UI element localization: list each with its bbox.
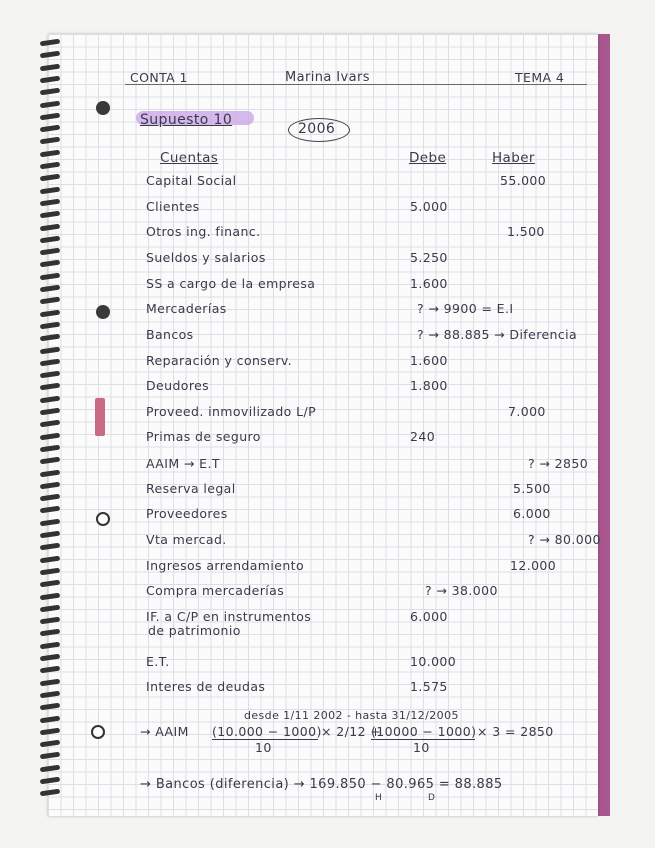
spiral-ring — [40, 740, 61, 748]
account-name: Proveedores — [146, 506, 228, 521]
spiral-ring — [40, 248, 61, 256]
account-name: Reparación y conserv. — [146, 353, 293, 368]
debe-amount: 1.600 — [410, 276, 448, 291]
account-name: Clientes — [146, 199, 200, 214]
bancos-sub-d: D — [428, 793, 436, 803]
debe-amount: 240 — [410, 429, 436, 444]
spiral-ring — [40, 531, 61, 539]
spiral-ring — [40, 285, 61, 293]
spiral-ring — [40, 334, 61, 342]
spiral-ring — [40, 371, 61, 379]
spiral-ring — [40, 432, 61, 440]
spiral-ring — [40, 346, 61, 354]
account-name: Mercaderías — [146, 301, 227, 316]
haber-amount: 5.500 — [513, 481, 551, 496]
punch-hole — [96, 305, 110, 319]
account-name: Compra mercaderías — [146, 583, 285, 598]
spiral-ring — [40, 322, 61, 330]
spiral-ring — [40, 420, 61, 428]
spiral-ring — [40, 543, 61, 551]
account-name: Interes de deudas — [146, 679, 266, 694]
spiral-ring — [40, 408, 61, 416]
spiral-ring — [40, 617, 61, 625]
spiral-ring — [40, 358, 61, 366]
bancos-formula: → Bancos (diferencia) → 169.850 − 80.965 = 88.885 — [140, 777, 503, 792]
spiral-ring — [40, 457, 61, 465]
notebook-tag — [95, 398, 105, 436]
spiral-ring — [40, 125, 61, 133]
spiral-ring — [40, 789, 61, 797]
spiral-ring — [40, 592, 61, 600]
debe-amount: 1.800 — [410, 378, 448, 393]
debe-amount: 5.000 — [410, 199, 448, 214]
haber-amount: ? → 2850 — [528, 456, 589, 471]
spiral-ring — [40, 395, 61, 403]
spiral-ring — [40, 715, 61, 723]
exercise-year: 2006 — [298, 121, 336, 137]
spiral-ring — [40, 629, 61, 637]
haber-amount: 55.000 — [500, 173, 547, 188]
spiral-ring — [40, 764, 61, 772]
account-name: Sueldos y salarios — [146, 250, 266, 265]
spiral-ring — [40, 186, 61, 194]
aaim-denominator-1: 10 — [255, 740, 272, 755]
spiral-ring — [40, 76, 61, 84]
debe-amount: 10.000 — [410, 654, 457, 669]
aaim-multiplier-2: × 3 = 2850 — [477, 724, 554, 739]
header-course: CONTA 1 — [130, 70, 188, 85]
spiral-ring — [40, 211, 61, 219]
aaim-prefix: → AAIM — [140, 724, 189, 739]
spiral-ring — [40, 297, 61, 305]
account-name: de patrimonio — [148, 623, 241, 638]
spiral-ring — [40, 272, 61, 280]
punch-hole — [96, 512, 110, 526]
account-name: AAIM → E.T — [146, 456, 220, 471]
spiral-ring — [40, 223, 61, 231]
spiral-ring — [40, 691, 61, 699]
account-name: SS a cargo de la empresa — [146, 276, 316, 291]
spiral-ring — [40, 469, 61, 477]
debe-amount: ? → 9900 = E.I — [417, 301, 514, 316]
debe-amount: 6.000 — [410, 609, 448, 624]
debe-amount: 1.575 — [410, 679, 448, 694]
aaim-period: desde 1/11 2002 - hasta 31/12/2005 — [244, 709, 459, 722]
bancos-sub-h: H — [375, 793, 383, 803]
spiral-ring — [40, 51, 61, 59]
debe-amount: 5.250 — [410, 250, 448, 265]
account-name: Bancos — [146, 327, 194, 342]
spiral-ring — [40, 162, 61, 170]
punch-hole — [96, 101, 110, 115]
spiral-ring — [40, 235, 61, 243]
debe-amount: ? → 88.885 → Diferencia — [417, 327, 578, 342]
spiral-ring — [40, 494, 61, 502]
header-topic: TEMA 4 — [515, 70, 565, 85]
account-name: Reserva legal — [146, 481, 236, 496]
account-name: Vta mercad. — [146, 532, 227, 547]
spiral-ring — [40, 383, 61, 391]
spiral-ring — [40, 445, 61, 453]
spiral-ring — [40, 137, 61, 145]
spiral-ring — [40, 641, 61, 649]
spiral-ring — [40, 703, 61, 711]
account-name: Ingresos arrendamiento — [146, 558, 305, 573]
spiral-ring — [40, 752, 61, 760]
spiral-ring — [40, 149, 61, 157]
col-header-cuentas: Cuentas — [160, 150, 219, 166]
spiral-ring — [40, 568, 61, 576]
account-name: IF. a C/P en instrumentos — [146, 609, 312, 624]
aaim-numerator-2: (10000 − 1000) — [371, 724, 477, 739]
account-name: Deudores — [146, 378, 210, 393]
spiral-ring — [40, 112, 61, 120]
spiral-ring — [40, 654, 61, 662]
aaim-numerator-1: (10.000 − 1000) — [212, 724, 322, 739]
punch-hole — [91, 725, 105, 739]
spiral-ring — [40, 580, 61, 588]
col-header-debe: Debe — [409, 150, 447, 166]
spiral-ring — [40, 506, 61, 514]
spiral-ring — [40, 100, 61, 108]
haber-amount: 12.000 — [510, 558, 557, 573]
haber-amount: ? → 80.000 — [528, 532, 601, 547]
spiral-ring — [40, 174, 61, 182]
debe-amount: 1.600 — [410, 353, 448, 368]
spiral-ring — [40, 39, 61, 47]
spiral-ring — [40, 63, 61, 71]
spiral-ring — [40, 199, 61, 207]
spiral-ring — [40, 727, 61, 735]
account-name: Primas de seguro — [146, 429, 261, 444]
aaim-denominator-2: 10 — [413, 740, 430, 755]
col-header-haber: Haber — [492, 150, 535, 166]
spiral-ring — [40, 604, 61, 612]
spiral-ring — [40, 88, 61, 96]
spiral-ring — [40, 666, 61, 674]
haber-amount: 1.500 — [507, 224, 545, 239]
header-author: Marina Ivars — [285, 70, 370, 85]
exercise-title: Supuesto 10 — [140, 112, 233, 128]
account-name: Capital Social — [146, 173, 237, 188]
debe-amount: ? → 38.000 — [425, 583, 498, 598]
account-name: Otros ing. financ. — [146, 224, 261, 239]
spiral-ring — [40, 555, 61, 563]
spiral-binding — [40, 40, 58, 810]
spiral-ring — [40, 481, 61, 489]
account-name: E.T. — [146, 654, 170, 669]
spiral-ring — [40, 777, 61, 785]
spiral-ring — [40, 678, 61, 686]
spiral-ring — [40, 309, 61, 317]
spiral-ring — [40, 260, 61, 268]
haber-amount: 6.000 — [513, 506, 551, 521]
aaim-multiplier-1: × 2/12 + — [321, 724, 382, 739]
haber-amount: 7.000 — [508, 404, 546, 419]
account-name: Proveed. inmovilizado L/P — [146, 404, 317, 419]
spiral-ring — [40, 518, 61, 526]
